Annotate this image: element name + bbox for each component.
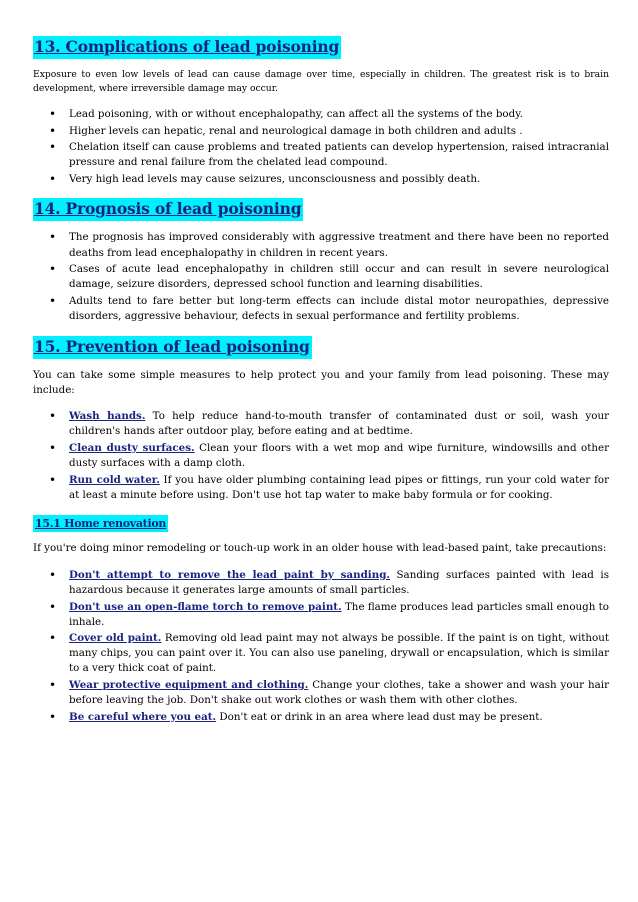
- item-keyword: Don't attempt to remove the lead paint by sanding.: [69, 568, 390, 581]
- item-text: To help reduce hand-to-mouth transfer of contaminated dust or soil, wash your children's hands after outdoor play, before eating and at bedtime.: [69, 410, 609, 438]
- list-item: • Lead poisoning, with or without encephalopathy, can affect all the systems of the body.: [69, 107, 609, 122]
- item-keyword: Wear protective equipment and clothing.: [69, 678, 309, 691]
- section-14-heading: 14. Prognosis of lead poisoning: [33, 198, 303, 221]
- list-item: • Adults tend to fare better but long-term effects can include distal motor neuropathies, depressive disorders, aggressive behaviour, defects in sexual performance and fertility problems.: [69, 294, 609, 324]
- item-text: Removing old lead paint may not always be possible. If the paint is on tight, without many chips, you can paint over it. You can also use paneling, drywall or encapsulation, which is similar to a very thick coat of paint.: [69, 632, 609, 675]
- item-keyword: Cover old paint.: [69, 632, 162, 645]
- item-keyword: Be careful where you eat.: [69, 710, 217, 723]
- section-complications: [33, 36, 609, 187]
- section-15-1-list: [33, 568, 609, 725]
- list-item: • Very high lead levels may cause seizures, unconsciousness and possibly death.: [69, 172, 609, 187]
- list-item: [69, 631, 609, 676]
- list-item: [69, 678, 609, 708]
- section-15-1-heading: 15.1 Home renovation: [35, 517, 167, 531]
- section-13-list: [33, 107, 609, 187]
- section-prognosis: [33, 198, 609, 324]
- section-15-1-intro: If you're doing minor remodeling or touch-up work in an older house with lead-based paint, take precautions:: [33, 542, 607, 555]
- list-item: [69, 441, 609, 471]
- item-text: Change your clothes, take a shower and wash your hair before leaving the job. Don't shake out work clothes or wash them with other clothes.: [69, 678, 609, 707]
- list-item: • Higher levels can hepatic, renal and neurological damage in both children and adults .: [69, 124, 609, 139]
- section-15-heading: 15. Prevention of lead poisoning: [33, 336, 312, 359]
- item-keyword: Don't use an open-flame torch to remove paint.: [69, 600, 342, 613]
- section-15-list: [33, 409, 609, 503]
- item-text: Don't eat or drink in an area where lead dust may be present.: [216, 710, 543, 723]
- section-prevention: [33, 336, 609, 503]
- section-14-list: [33, 230, 609, 324]
- list-item: [69, 600, 609, 630]
- section-13-intro: Exposure to even low levels of lead can cause damage over time, especially in children. The greatest risk is to brain development, where irreversible damage may occur.: [33, 69, 609, 94]
- item-keyword: Wash hands.: [69, 410, 146, 423]
- item-keyword: Run cold water.: [69, 473, 160, 486]
- list-item: [69, 473, 609, 503]
- item-text: Clean your floors with a wet mop and wipe furniture, windowsills and other dusty surfaces with a damp cloth.: [69, 442, 609, 470]
- list-item: [69, 409, 609, 439]
- section-home-renovation: [33, 512, 609, 724]
- section-13-heading: 13. Complications of lead poisoning: [33, 36, 341, 59]
- list-item: [69, 710, 609, 725]
- item-text: The flame produces lead particles small enough to inhale.: [69, 600, 609, 628]
- item-keyword: Clean dusty surfaces.: [69, 442, 195, 455]
- list-item: • Cases of acute lead encephalopathy in children still occur and can result in severe neurological damage, seizure disorders, depressed school function and learning disabilities.: [69, 262, 609, 292]
- section-15-intro: You can take some simple measures to help protect you and your family from lead poisoning. These may include:: [33, 368, 609, 396]
- list-item: [69, 568, 609, 598]
- item-text: Sanding surfaces painted with lead is hazardous because it generates large amounts of small particles.: [69, 568, 609, 596]
- list-item: • The prognosis has improved considerably with aggressive treatment and there have been no reported deaths from lead encephalopathy in children in recent years.: [69, 230, 609, 260]
- item-text: If you have older plumbing containing lead pipes or fittings, run your cold water for at least a minute before using. Don't use hot tap water to make baby formula or for cooking.: [69, 473, 610, 501]
- list-item: • Chelation itself can cause problems and treated patients can develop hypertension, raised intracranial pressure and renal failure from the chelated lead compound.: [69, 140, 609, 170]
